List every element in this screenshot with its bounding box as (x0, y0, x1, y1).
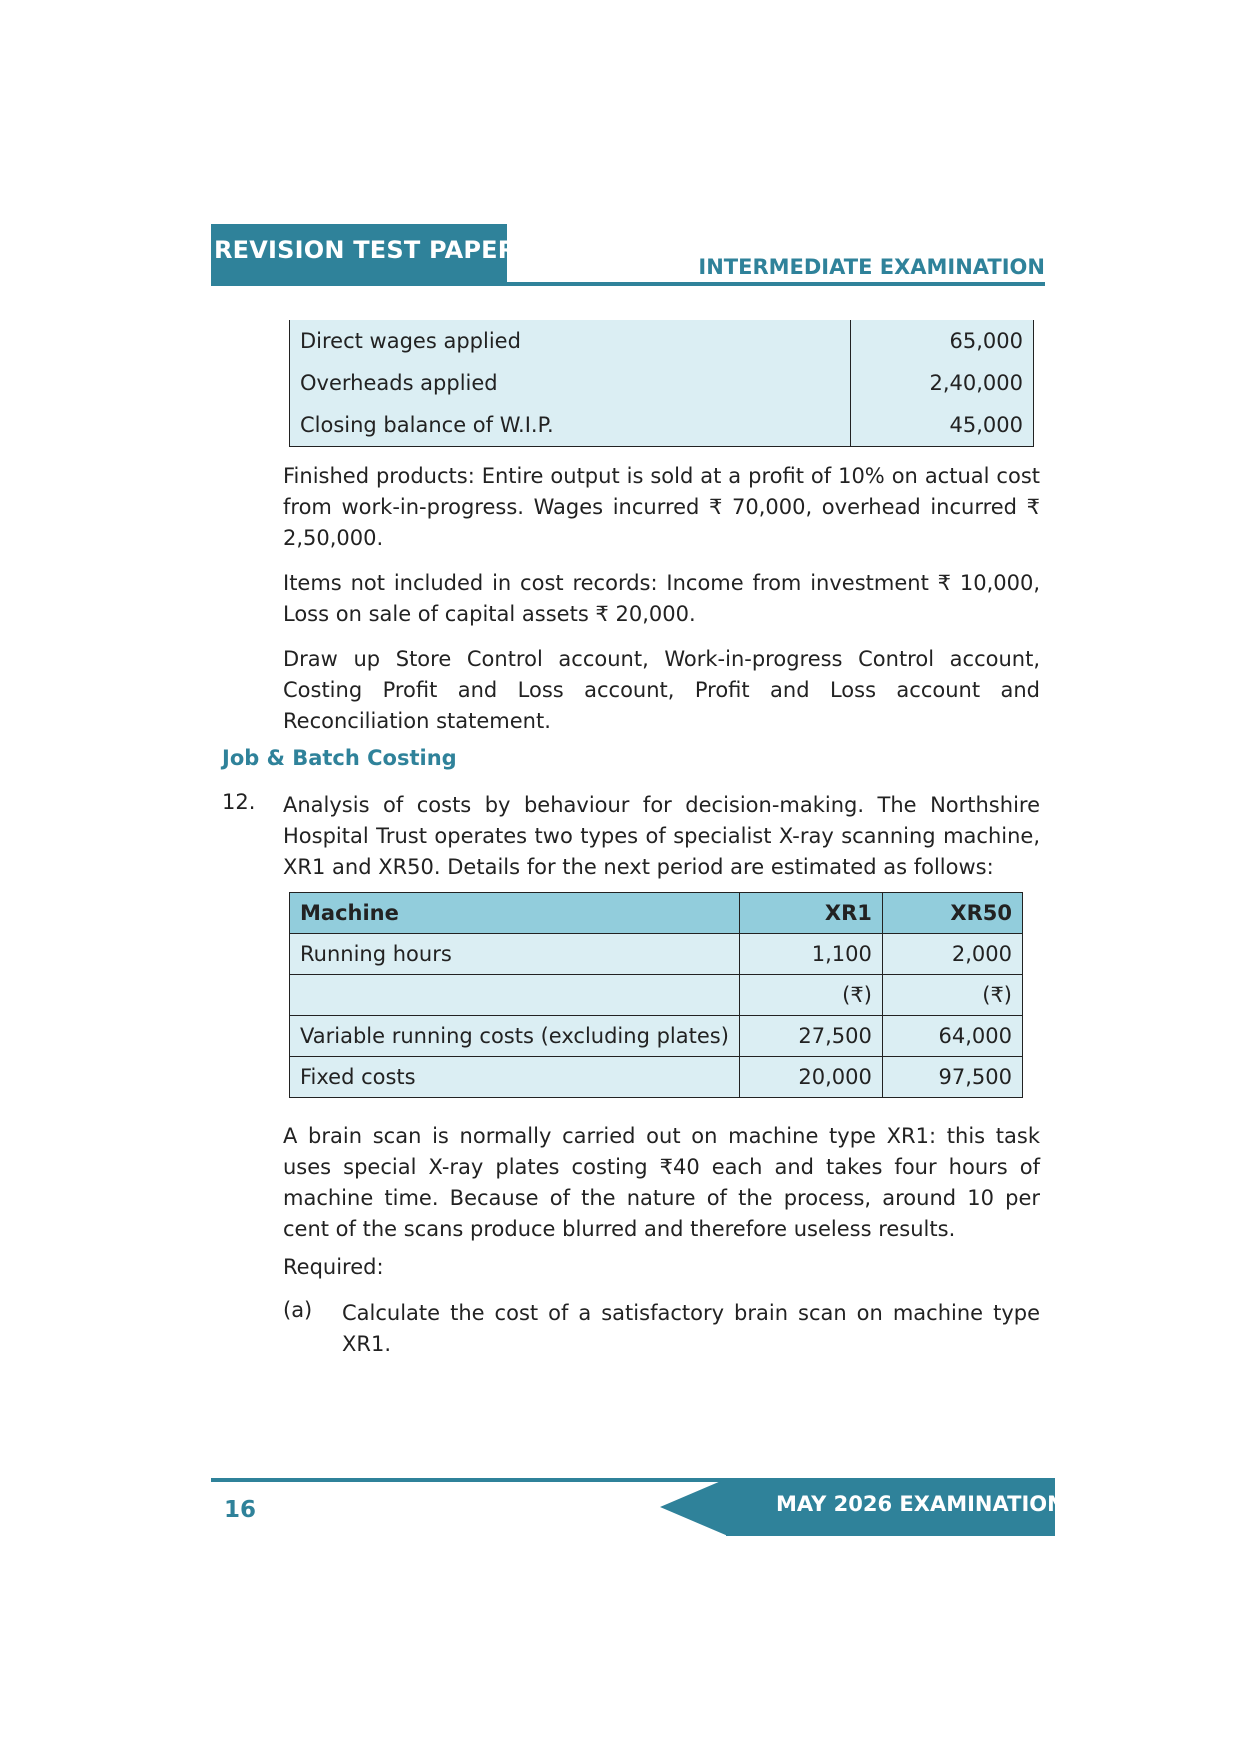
footer-exam-name: MAY 2026 EXAMINATION (776, 1492, 1065, 1516)
table-cell: Fixed costs (290, 1057, 740, 1098)
finished-products-paragraph: Finished products: Entire output is sold at a profit of 10% on actual cost from work-in-progress. Wages incurred ₹ 70,000, overhead incurred ₹ 2,50,000. (283, 464, 1040, 550)
table-header-cell: XR50 (882, 893, 1022, 934)
table-cell: 97,500 (882, 1057, 1022, 1098)
items-not-included-paragraph: Items not included in cost records: Income from investment ₹ 10,000, Loss on sale of capital assets ₹ 20,000. (283, 571, 1040, 626)
table-cell-value: 65,000 (851, 320, 1034, 362)
table-row (290, 934, 1023, 975)
machine-costs-table (289, 892, 1023, 1098)
header-rule (211, 282, 1045, 286)
header-exam-name: INTERMEDIATE EXAMINATION (698, 255, 1045, 279)
table-cell: Variable running costs (excluding plates) (290, 1016, 740, 1057)
table-row (290, 320, 1034, 362)
table-header-row (290, 893, 1023, 934)
table-cell: 27,500 (739, 1016, 882, 1057)
table-cell: Running hours (290, 934, 740, 975)
table-cell (290, 975, 740, 1016)
table-cell-label: Direct wages applied (290, 320, 851, 362)
table-row (290, 975, 1023, 1016)
table-row (290, 1057, 1023, 1098)
table-cell-value: 45,000 (851, 404, 1034, 447)
table-cell: (₹) (739, 975, 882, 1016)
section-heading: Job & Batch Costing (222, 746, 457, 770)
table-header-cell: Machine (290, 893, 740, 934)
wip-continuation-table (289, 320, 1034, 447)
table-cell-label: Closing balance of W.I.P. (290, 404, 851, 447)
required-label: Required: (283, 1255, 384, 1279)
table-cell-value: 2,40,000 (851, 362, 1034, 404)
table-cell: 20,000 (739, 1057, 882, 1098)
footer-banner-arrow (660, 1478, 730, 1536)
sub-question-label: (a) (283, 1298, 313, 1322)
header-title: REVISION TEST PAPERS (214, 236, 534, 264)
table-cell: (₹) (882, 975, 1022, 1016)
table-cell: 2,000 (882, 934, 1022, 975)
sub-question-text: Calculate the cost of a satisfactory brain scan on machine type XR1. (342, 1301, 1040, 1356)
table-cell: 1,100 (739, 934, 882, 975)
table-header-cell: XR1 (739, 893, 882, 934)
question-text: Analysis of costs by behaviour for decision-making. The Northshire Hospital Trust operates two types of specialist X-ray scanning machine, XR1 and XR50. Details for the next period are estimated as follows: (283, 793, 1040, 879)
brain-scan-paragraph: A brain scan is normally carried out on machine type XR1: this task uses special X-ray plates costing ₹40 each and takes four hours of machine time. Because of the nature of the process, around 10 per cent of the scans produce blurred and therefore useless results. (283, 1124, 1040, 1241)
table-cell-label: Overheads applied (290, 362, 851, 404)
table-cell: 64,000 (882, 1016, 1022, 1057)
question-number: 12. (222, 790, 256, 814)
draw-up-paragraph: Draw up Store Control account, Work-in-progress Control account, Costing Profit and Loss account, Profit and Loss account and Reconciliation statement. (283, 647, 1040, 733)
table-row (290, 362, 1034, 404)
table-row (290, 404, 1034, 447)
table-row (290, 1016, 1023, 1057)
page-number: 16 (224, 1497, 257, 1523)
